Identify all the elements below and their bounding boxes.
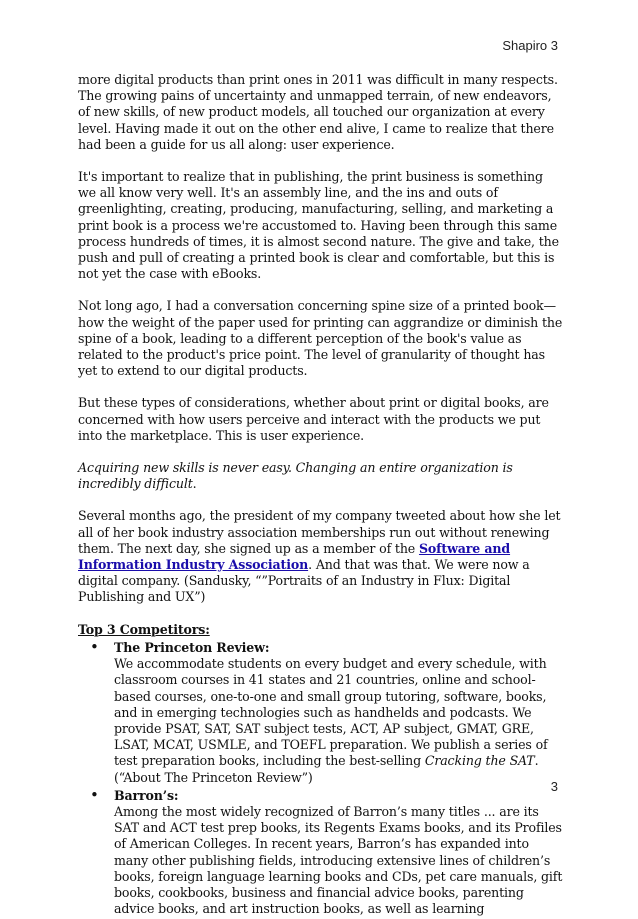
paragraph: Not long ago, I had a conversation concerning spine size of a printed book—how the weight of the paper used for printing can aggrandize or diminish the spine of a book, leading to a different perception of the book's value as related to the product's price point. The level of granularity of thought has yet to extend to our digital products. [78, 298, 563, 379]
competitor-description [114, 804, 564, 917]
description-text: We accommodate students on every budget and every schedule, with classroom courses in 41 states and 21 countries, online and school-based courses, one-to-one and small group tutoring, software, books, and in emerging technologies such as handhelds and podcasts. We provide PSAT, SAT, SAT subject tests, ACT, AP subject, GMAT, GRE, LSAT, MCAT, USMLE, and TOEFL preparation. We publish a series of test preparation books, including the best-selling [114, 656, 548, 769]
paragraph: more digital products than print ones in 2011 was difficult in many respects. The growing pains of uncertainty and unmapped terrain, of new endeavors, of new skills, of new product models, all touched our organization at every level. Having made it out on the other end alive, I came to realize that there had been a guide for us all along: user experience. [78, 72, 558, 152]
paragraph-with-link [78, 508, 564, 605]
paragraph: It's important to realize that in publishing, the print business is something we all know very well. It's an assembly line, and the ins and outs of greenlighting, creating, producing, manufacturing, selling, and marketing a print book is a process we're accustomed to. Having been through this same process hundreds of times, it is almost second nature. The give and take, the push and pull of creating a printed book is clear and comfortable, but this is not yet the case with eBooks. [78, 169, 559, 282]
description-text: Among the most widely recognized of Barron’s many titles ... are its SAT and ACT test prep books, its Regents Exams books, and its Profiles of American Colleges. In recent years, Barron’s has expanded into many other publishing fields, introducing extensive lines of children’s books, foreign language learning books and CDs, pet care manuals, gift books, cookbooks, business and financial advice books, parenting advice books, and art instruction books, as well as learning [114, 803, 563, 917]
running-head: Shapiro 3 [502, 38, 558, 53]
quote-period: . [192, 476, 197, 492]
list-item [78, 788, 564, 918]
siia-link[interactable]: Software and Information Industry Association [78, 540, 511, 573]
paragraph: But these types of considerations, whether about print or digital books, are concerned with how users perceive and interact with the products we put into the marketplace. This is user experience. [78, 395, 549, 443]
body-text [78, 72, 564, 919]
page-number: 3 [550, 779, 558, 794]
citation-text: . (“About The Princeton Review”) [114, 753, 539, 785]
book-title: Cracking the SAT [424, 753, 535, 769]
competitor-description [114, 656, 564, 786]
text-after-link: . And that was that. We were now a digital company. (Sandusky, “”Portraits of an Industry in Flux: Digital Publishing and UX”) [78, 557, 530, 605]
italic-quote-paragraph [78, 460, 564, 492]
competitor-name: • Barron’s: [114, 787, 179, 803]
italic-quote: Acquiring new skills is never easy. Changing an entire organization is incredibly difficult [78, 460, 513, 492]
competitor-name: • The Princeton Review: [114, 639, 270, 655]
competitors-list [78, 640, 564, 917]
list-item [78, 640, 564, 786]
text-before-link: Several months ago, the president of my company tweeted about how she let all of her book industry association memberships run out without renewing them. The next day, she signed up as a member of the [78, 508, 561, 556]
competitors-heading: Top 3 Competitors: [78, 621, 210, 637]
